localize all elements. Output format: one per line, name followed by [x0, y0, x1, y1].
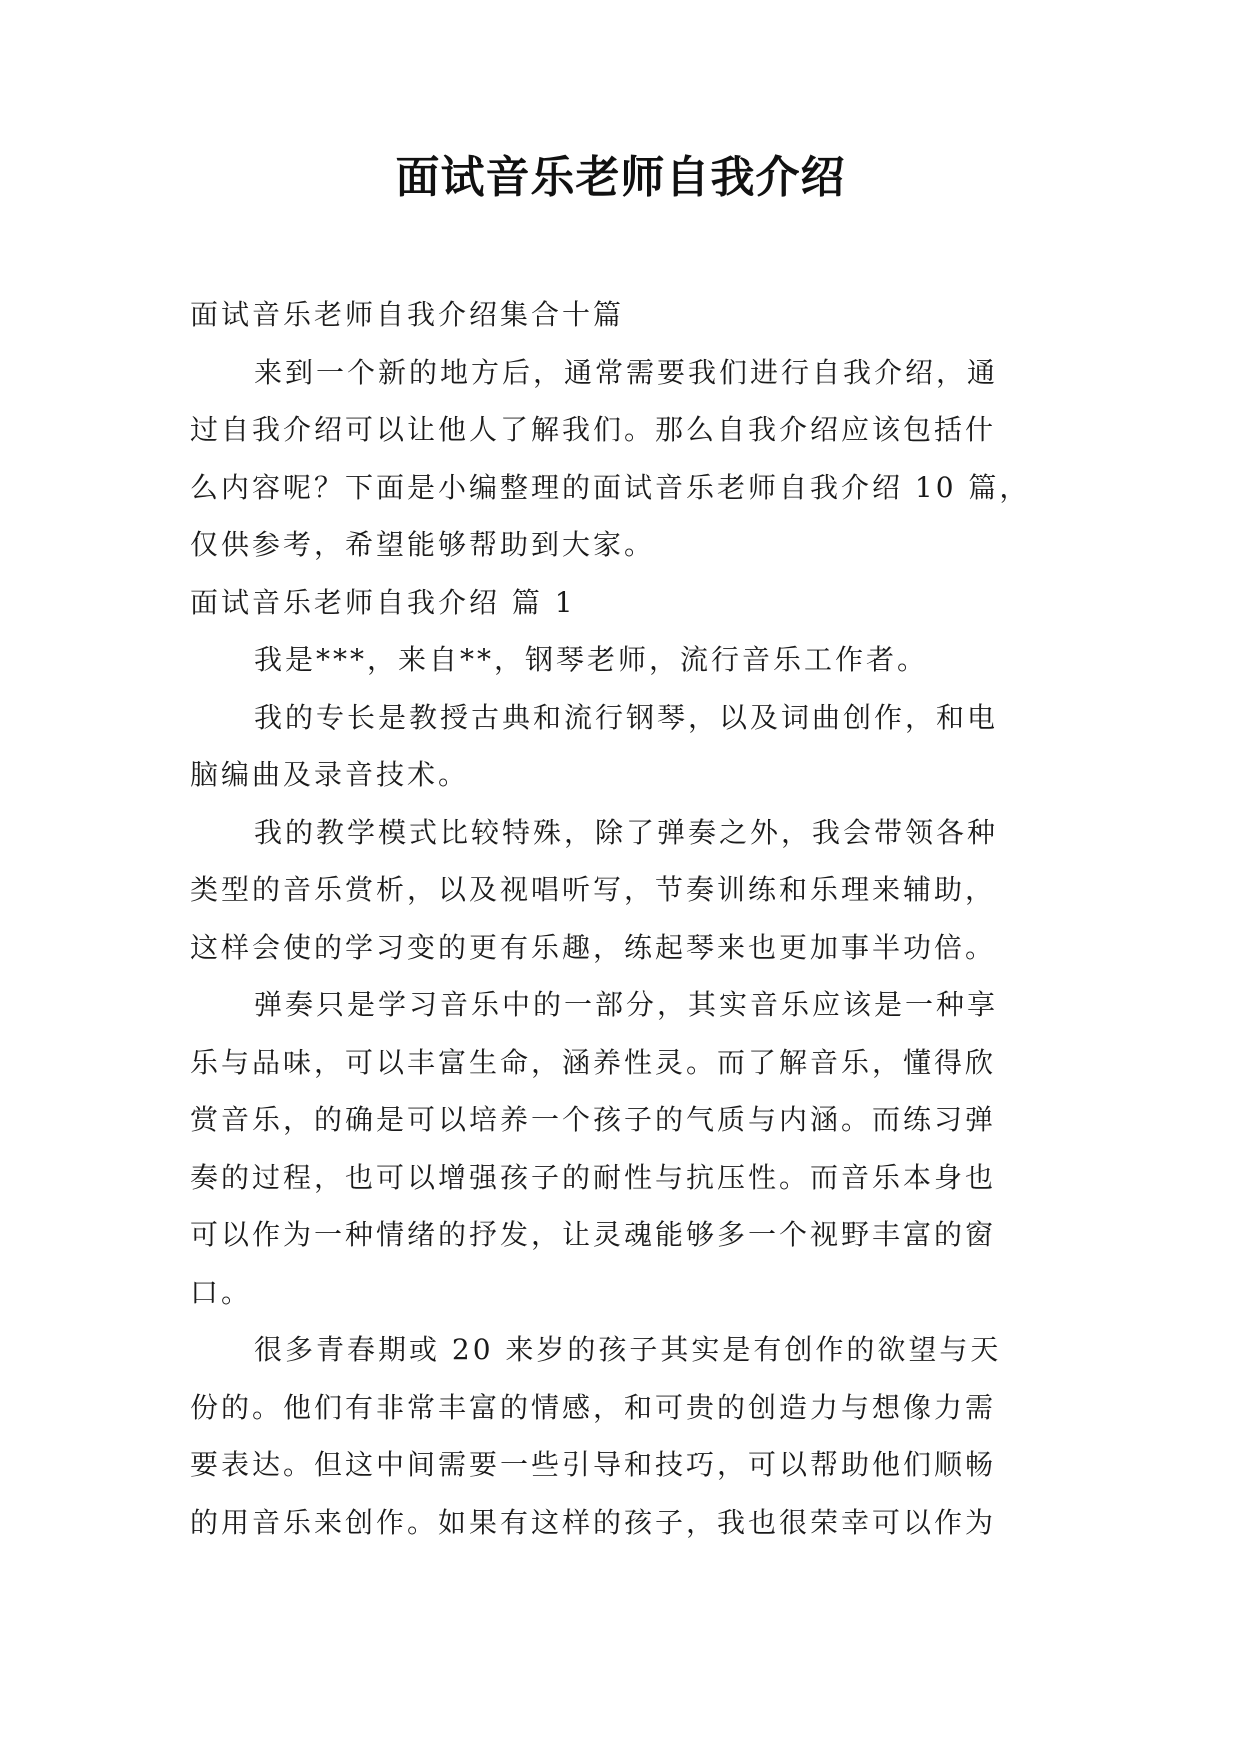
text-line: 我的教学模式比较特殊，除了弹奏之外，我会带领各种: [254, 815, 999, 849]
text-line: 乐与品味，可以丰富生命，涵养性灵。而了解音乐，懂得欣: [190, 1045, 997, 1079]
text-line: 来到一个新的地方后，通常需要我们进行自我介绍，通: [254, 355, 999, 389]
text-line: 这样会使的学习变的更有乐趣，练起琴来也更加事半功倍。: [190, 930, 997, 964]
text-line: 面试音乐老师自我介绍 篇 1: [190, 585, 576, 619]
text-line: 可以作为一种情绪的抒发，让灵魂能够多一个视野丰富的窗: [190, 1218, 997, 1251]
text-line: 弹奏只是学习音乐中的一部分，其实音乐应该是一种享: [254, 988, 999, 1021]
text-line: 面试音乐老师自我介绍集合十篇: [190, 298, 625, 331]
text-line: 我是***，来自**，钢琴老师，流行音乐工作者。: [254, 643, 929, 676]
document-title: 面试音乐老师自我介绍: [395, 152, 846, 203]
text-line: 么内容呢？下面是小编整理的面试音乐老师自我介绍 10 篇，: [190, 470, 1031, 504]
document-body: [190, 286, 1060, 1551]
text-line: 仅供参考，希望能够帮助到大家。: [190, 528, 656, 561]
text-line: 脑编曲及录音技术。: [190, 758, 470, 791]
text-line: 口。: [190, 1275, 253, 1309]
text-line: 要表达。但这中间需要一些引导和技巧，可以帮助他们顺畅: [190, 1448, 997, 1481]
text-line: 赏音乐，的确是可以培养一个孩子的气质与内涵。而练习弹: [190, 1103, 997, 1136]
text-line: 过自我介绍可以让他人了解我们。那么自我介绍应该包括什: [190, 413, 997, 446]
text-line: 我的专长是教授古典和流行钢琴，以及词曲创作，和电: [254, 700, 999, 734]
text-line: 份的。他们有非常丰富的情感，和可贵的创造力与想像力需: [190, 1390, 997, 1424]
text-line: 类型的音乐赏析，以及视唱听写，节奏训练和乐理来辅助，: [190, 873, 997, 906]
text-line: 奏的过程，也可以增强孩子的耐性与抗压性。而音乐本身也: [190, 1160, 997, 1194]
text-line: 很多青春期或 20 来岁的孩子其实是有创作的欲望与天: [254, 1333, 1002, 1366]
text-line: 的用音乐来创作。如果有这样的孩子，我也很荣幸可以作为: [190, 1505, 997, 1539]
